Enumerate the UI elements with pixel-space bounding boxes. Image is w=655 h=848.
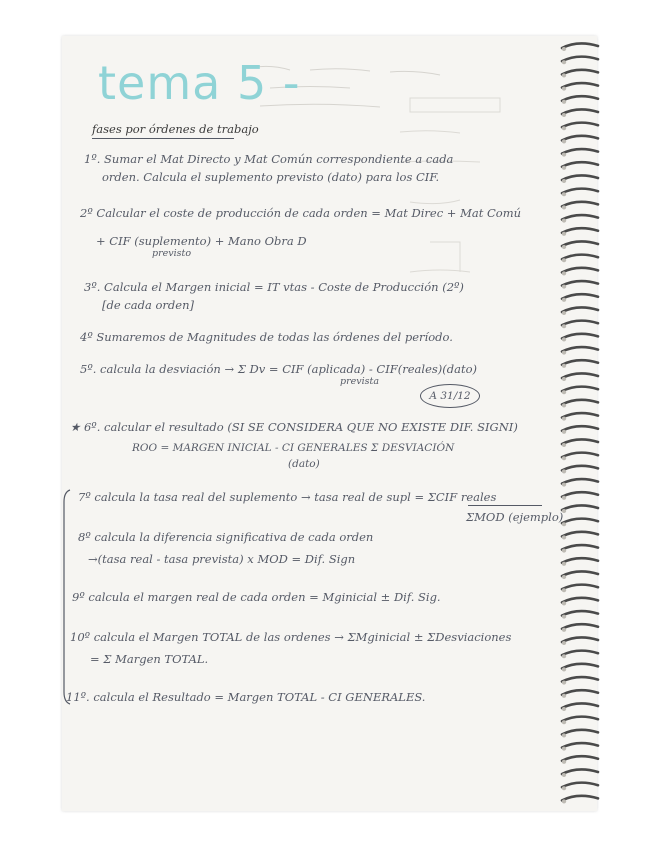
spiral-coil (562, 373, 598, 378)
spiral-coil (562, 611, 598, 616)
binding-hole (562, 443, 566, 447)
step-4-line-1: 4º Sumaremos de Magnitudes de todas las órdenes del período. (80, 330, 453, 344)
spiral-coil (562, 690, 598, 695)
spiral-coil (562, 189, 598, 194)
step-5-line-1: 5º. calcula la desviación → Σ Dv = CIF (aplicada) - CIF(reales)(dato) (80, 362, 478, 376)
star-icon: ★ (70, 420, 81, 434)
binding-hole (562, 100, 566, 104)
spiral-coil (562, 175, 598, 180)
spiral-coil (562, 466, 598, 471)
spiral-coil (562, 109, 598, 114)
binding-hole (562, 285, 566, 289)
spiral-coil (562, 215, 598, 220)
binding-hole (562, 760, 566, 764)
step-10-number: 10º (70, 630, 91, 644)
binding-hole (562, 654, 566, 658)
spiral-coil (562, 57, 598, 62)
binding-hole (562, 417, 566, 421)
binding-hole (562, 390, 566, 394)
step-2-note: previsto (152, 248, 192, 259)
binding-hole (562, 456, 566, 460)
binding-hole (562, 469, 566, 473)
step-9-line-1: 9º calcula el margen real de cada orden = Mginicial ± Dif. Sig. (72, 590, 441, 604)
spiral-coil (562, 268, 598, 273)
spiral-coil (562, 43, 598, 48)
spiral-coil (562, 717, 598, 722)
step-4-number: 4º (80, 330, 93, 344)
binding-hole (562, 60, 566, 64)
binding-hole (562, 575, 566, 579)
binding-hole (562, 166, 566, 170)
spiral-coil (562, 321, 598, 326)
binding-hole (562, 364, 566, 368)
binding-hole (562, 535, 566, 539)
step-6-line-1: ★ 6º. calcular el resultado (SI SE CONSIDERA QUE NO EXISTE DIF. SIGNI) (70, 420, 518, 434)
binding-hole (562, 337, 566, 341)
binding-hole (562, 483, 566, 487)
binding-hole (562, 298, 566, 302)
step-7-line-1: 7º calcula la tasa real del suplemento → tasa real de supl = ΣCIF reales (78, 490, 497, 504)
spiral-coil (562, 360, 598, 365)
binding-hole (562, 377, 566, 381)
spiral-coil (562, 426, 598, 431)
spiral-coil (562, 479, 598, 484)
spiral-coil (562, 558, 598, 563)
step-8-line-2: →(tasa real - tasa prevista) x MOD = Dif. Sign (88, 552, 356, 566)
step-7-line-2: ΣMOD (ejemplo) (466, 510, 564, 524)
binding-hole (562, 324, 566, 328)
binding-hole (562, 87, 566, 91)
spiral-coil (562, 439, 598, 444)
spiral-coil (562, 585, 598, 590)
spiral-coil (562, 730, 598, 735)
step-1-line-2: orden. Calcula el suplemento previsto (dato) para los CIF. (102, 170, 440, 184)
binding-hole (562, 73, 566, 77)
spiral-coil (562, 571, 598, 576)
step-6-line-2: ROO = MARGEN INICIAL - CI GENERALES Σ DESVIACIÓN (132, 442, 455, 454)
spiral-coil (562, 677, 598, 682)
spiral-coil (562, 492, 598, 497)
binding-hole (562, 601, 566, 605)
binding-hole (562, 615, 566, 619)
step-1-number: 1º. (84, 152, 101, 166)
spiral-coil (562, 743, 598, 748)
binding-hole (562, 786, 566, 790)
binding-hole (562, 153, 566, 157)
binding-hole (562, 403, 566, 407)
spiral-coil (562, 624, 598, 629)
spiral-coil (562, 400, 598, 405)
step-1-line-1: 1º. Sumar el Mat Directo y Mat Común correspondiente a cada (84, 152, 454, 166)
binding-hole (562, 179, 566, 183)
spiral-coil (562, 255, 598, 260)
binding-hole (562, 258, 566, 262)
binding-hole (562, 588, 566, 592)
spiral-coil (562, 598, 598, 603)
step-10-line-1: 10º calcula el Margen TOTAL de las ordenes → ΣMginicial ± ΣDesviaciones (70, 630, 512, 644)
spiral-coil (562, 281, 598, 286)
spiral-coil (562, 532, 598, 537)
step-10-line-2: = Σ Margen TOTAL. (90, 652, 209, 666)
binding-hole (562, 628, 566, 632)
step-7-number: 7º (78, 490, 91, 504)
binding-hole (562, 205, 566, 209)
binding-hole (562, 232, 566, 236)
spiral-coil (562, 241, 598, 246)
binding-hole (562, 681, 566, 685)
step-11-number: 11º. (66, 690, 90, 704)
binding-hole (562, 667, 566, 671)
spiral-coil (562, 83, 598, 88)
spiral-coil (562, 162, 598, 167)
binding-hole (562, 641, 566, 645)
binding-hole (562, 47, 566, 51)
step-8-line-1: 8º calcula la diferencia significativa de cada orden (78, 530, 374, 544)
spiral-coil (562, 347, 598, 352)
binding-hole (562, 707, 566, 711)
binding-hole (562, 496, 566, 500)
spiral-coil (562, 505, 598, 510)
step-3-number: 3º. (84, 280, 101, 294)
fraction-bar (468, 505, 542, 506)
spiral-coil (562, 294, 598, 299)
spiral-coil (562, 783, 598, 788)
step-3-line-1: 3º. Calcula el Margen inicial = IT vtas - Coste de Producción (2º) (84, 280, 464, 294)
spiral-coil (562, 202, 598, 207)
spiral-coil (562, 123, 598, 128)
spiral-coil (562, 96, 598, 101)
spiral-coil (562, 70, 598, 75)
step-6-line-3: (dato) (288, 458, 320, 470)
binding-hole (562, 351, 566, 355)
binding-hole (562, 126, 566, 130)
step-6-number: 6º. (83, 420, 101, 434)
spiral-coil (562, 637, 598, 642)
subtitle-underline (92, 138, 234, 139)
binding-hole (562, 747, 566, 751)
spiral-coil (562, 756, 598, 761)
spiral-binding (558, 38, 602, 808)
step-2-number: 2º (80, 206, 93, 220)
binding-hole (562, 773, 566, 777)
binding-hole (562, 799, 566, 803)
spiral-coil (562, 453, 598, 458)
spiral-coil (562, 136, 598, 141)
spiral-coil (562, 545, 598, 550)
spiral-coil (562, 413, 598, 418)
spiral-coil (562, 228, 598, 233)
date-circle: A 31/12 (420, 384, 480, 408)
binding-hole (562, 562, 566, 566)
steps-bracket (62, 488, 72, 706)
binding-hole (562, 113, 566, 117)
spiral-coil (562, 769, 598, 774)
spiral-coil (562, 796, 598, 801)
step-9-number: 9º (72, 590, 85, 604)
page-title: tema 5 - (98, 56, 301, 110)
step-5-note: prevista (340, 376, 380, 387)
binding-hole (562, 430, 566, 434)
binding-hole (562, 549, 566, 553)
spiral-coil (562, 703, 598, 708)
spiral-coil (562, 307, 598, 312)
step-3-line-2: [de cada orden] (102, 298, 194, 312)
binding-hole (562, 733, 566, 737)
spiral-coil (562, 387, 598, 392)
binding-hole (562, 311, 566, 315)
binding-hole (562, 720, 566, 724)
binding-hole (562, 219, 566, 223)
binding-hole (562, 139, 566, 143)
spiral-coil (562, 334, 598, 339)
step-11-line-1: 11º. calcula el Resultado = Margen TOTAL - CI GENERALES. (66, 690, 426, 704)
step-2-line-1: 2º Calcular el coste de producción de cada orden = Mat Direc + Mat Comú (80, 206, 522, 220)
binding-hole (562, 271, 566, 275)
spiral-coil (562, 149, 598, 154)
binding-hole (562, 192, 566, 196)
spiral-coil (562, 519, 598, 524)
spiral-coil (562, 651, 598, 656)
spiral-coil (562, 664, 598, 669)
step-5-number: 5º. (80, 362, 97, 376)
binding-hole (562, 245, 566, 249)
subtitle: fases por órdenes de trabajo (92, 122, 259, 136)
step-2-line-2: + CIF (suplemento) + Mano Obra D (96, 234, 307, 248)
step-8-number: 8º (78, 530, 91, 544)
binding-hole (562, 694, 566, 698)
